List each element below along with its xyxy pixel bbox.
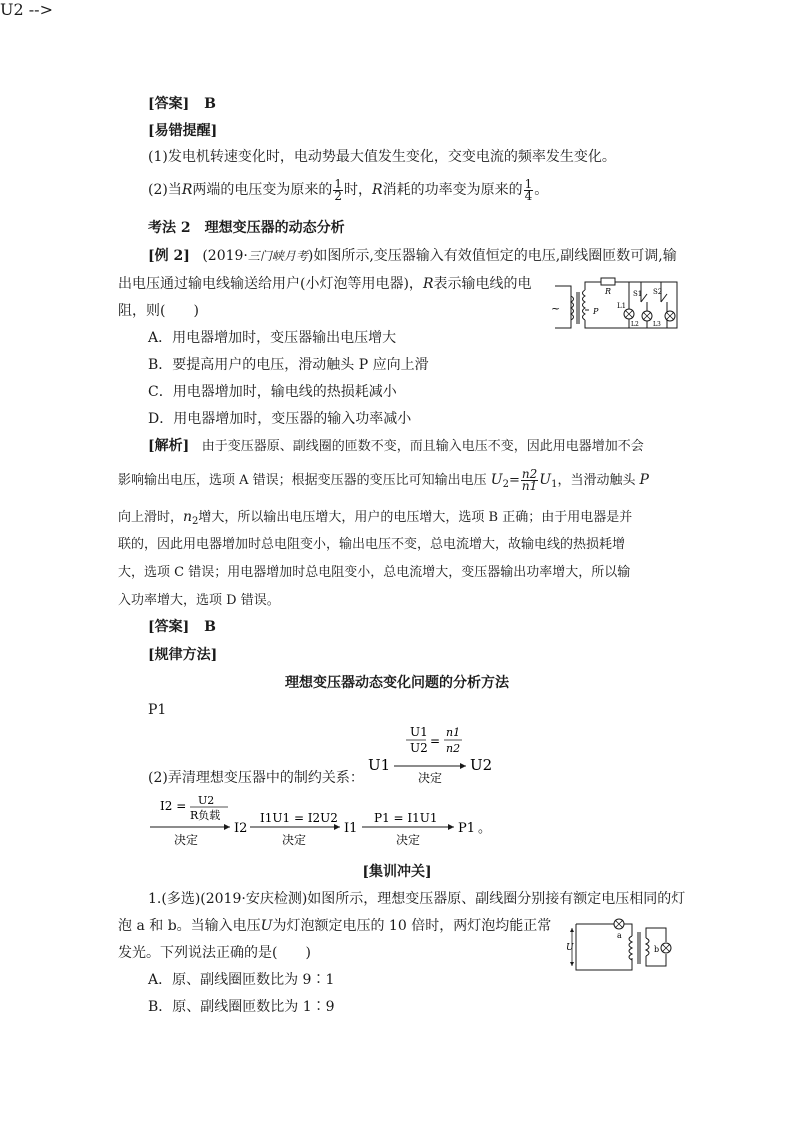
input-voltage-u-label: U (566, 943, 574, 953)
solution-line-1: [解析] 由于变压器原、副线圈的匝数不变，而且输入电压不变，因此用电器增加不会 (148, 438, 644, 454)
answer-value: B (204, 96, 216, 112)
svg-text:I1U1 = I2U2: I1U1 = I2U2 (260, 811, 338, 825)
turns-ratio-fraction: $\frac{n2}{n1}$ (521, 467, 538, 493)
svg-text:=: = (430, 734, 441, 748)
option-d: D．用电器增加时，变压器的输入功率减小 (148, 411, 412, 427)
easy-error-point-2: (2)当R两端的电压变为原来的 $\frac{1}{2}$ 时，R消耗的功率变为原来的 $\frac{1}{4}$ 。 (148, 176, 549, 203)
voltage-constraint-relation (366, 722, 496, 790)
method-2-title: 考法 2 理想变压器的动态分析 (148, 220, 345, 236)
answer-line-1 (148, 94, 216, 114)
svg-text:U2: U2 (410, 741, 428, 755)
primary-coil-2 (629, 936, 632, 960)
svg-text:P1: P1 (458, 821, 476, 836)
option-c: C．用电器增加时，输电线的热损耗减小 (148, 384, 397, 400)
fraction-one-quarter: $\frac{1}{4}$ (524, 176, 533, 203)
current-power-constraint-chain (148, 792, 498, 854)
question-1-line-1: 1.(多选)(2019·安庆检测)如图所示，理想变压器原、副线圈分别接有额定电压相同的灯 (148, 891, 686, 907)
answer-label: [答案] (148, 96, 190, 112)
question-1-option-a: A．原、副线圈匝数比为 9∶1 (148, 972, 335, 988)
example-2-line-1: [例 2] (2019·三门峡月考)如图所示,变压器输入有效值恒定的电压,副线圈匝数可调,输 (148, 248, 677, 264)
lamp-a-label: a (617, 931, 622, 940)
svg-text:P1 = I1U1: P1 = I1U1 (374, 811, 438, 825)
rule-center-title: 理想变压器动态变化问题的分析方法 (285, 675, 509, 691)
svg-text:I1: I1 (344, 821, 358, 836)
switch-s2-label: S2 (653, 288, 663, 296)
secondary-coil-2 (646, 938, 649, 956)
svg-text:U1: U1 (410, 725, 428, 739)
svg-text:U2: U2 (198, 794, 215, 807)
easy-error-point-1: (1)发电机转速变化时，电动势最大值发生变化，交变电流的频率发生变化。 (148, 149, 616, 165)
option-b: B．要提高用户的电压，滑动触头 P 应向上滑 (148, 357, 429, 373)
svg-text:R负载: R负载 (190, 809, 221, 822)
rule-point-2: (2)弄清理想变压器中的制约关系： (148, 770, 364, 786)
resistor-r (601, 278, 615, 285)
svg-text:I2: I2 (234, 821, 248, 836)
solution-line-3: 向上滑时，$n_2$增大，所以输出电压增大，用户的电压增大，选项 B 正确；由于用电器是并 (118, 509, 633, 527)
question-1-circuit-diagram (566, 914, 676, 976)
fraction-one-half: $\frac{1}{2}$ (334, 176, 343, 203)
solution-line-6: 入功率增大，选项 D 错误。 (118, 593, 280, 608)
lamp-l1-label: L1 (617, 302, 627, 310)
example-2-line-3: 阻，则( ) (118, 303, 199, 319)
svg-text:。: 。 (478, 821, 492, 836)
contact-p-label: P (593, 307, 599, 316)
svg-text:I2 =: I2 = (160, 799, 187, 813)
lamp-l2-label: L2 (631, 321, 639, 328)
transformer-circuit-diagram (549, 276, 683, 338)
training-title: [集训冲关] (362, 864, 432, 880)
question-1-line-3: 发光。下列说法正确的是( ) (118, 945, 311, 961)
question-1-option-b: B．原、副线圈匝数比为 1∶9 (148, 999, 335, 1015)
u1-symbol: U1 (368, 756, 391, 774)
example-2-line-2: 出电压通过输电线输送给用户(小灯泡等用电器)，R表示输电线的电 (118, 276, 532, 292)
svg-text:决定: 决定 (174, 833, 199, 847)
svg-text:决定: 决定 (282, 833, 307, 847)
ac-source-symbol: ~ (551, 302, 561, 315)
switch-s1-label: S1 (633, 290, 643, 298)
decide-label: 决定 (418, 771, 443, 785)
lamp-b-label: b (654, 945, 660, 954)
svg-text:n1: n1 (446, 726, 461, 739)
secondary-coil (583, 290, 586, 320)
rule-method-label: [规律方法] (148, 647, 218, 663)
question-1-line-2: 泡 a 和 b。当输入电压U为灯泡额定电压的 10 倍时，两灯泡均能正常 (118, 918, 552, 934)
option-a: A．用电器增加时，变压器输出电压增大 (148, 330, 397, 346)
u2-symbol: U2 (470, 756, 493, 774)
solution-line-5: 大，选项 C 错误；用电器增加时总电阻变小，总电流增大，变压器输出功率增大，所以输 (118, 565, 631, 580)
solution-line-4: 联的，因此用电器增加时总电阻变小，输出电压不变，总电流增大，故输电线的热损耗增 (118, 537, 626, 552)
solution-line-2: 影响输出电压，选项 A 错误；根据变压器的变压比可知输出电压 $U_2=$ $\frac{n2}{n1}$ $U_1$，当滑动触头 P (118, 467, 649, 493)
lamp-l3-label: L3 (653, 321, 661, 328)
resistor-r-label: R (605, 287, 612, 296)
answer-line-2: [答案] B (148, 619, 216, 635)
svg-text:n2: n2 (446, 742, 461, 755)
svg-text:决定: 决定 (396, 833, 421, 847)
rule-point-1: P1 (148, 702, 167, 718)
easy-error-title: [易错提醒] (148, 123, 218, 139)
